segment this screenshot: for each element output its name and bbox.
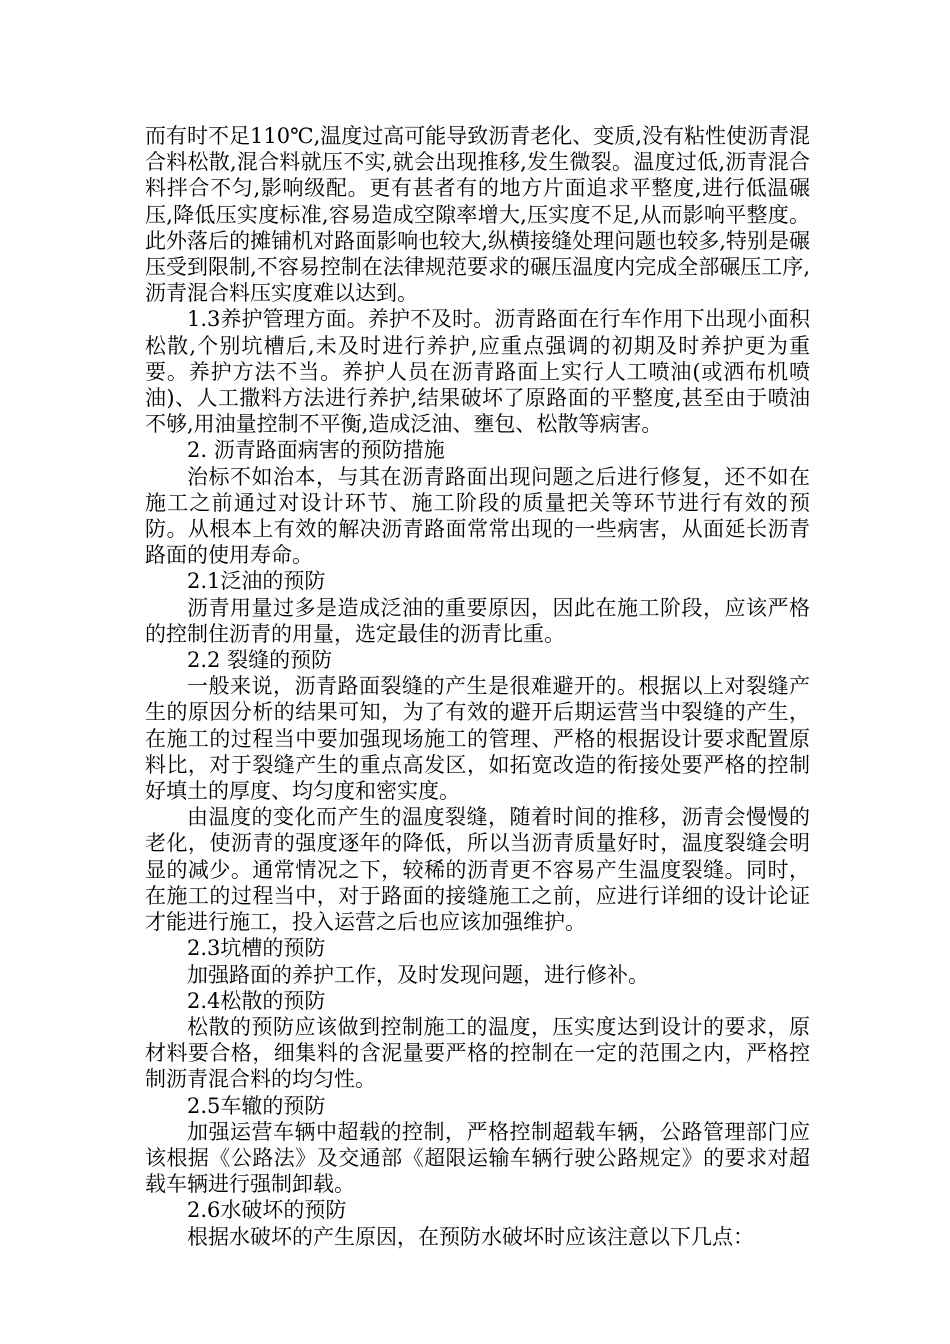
- paragraph: 根据水破坏的产生原因，在预防水破坏时应该注意以下几点：: [187, 1224, 754, 1249]
- document-body: [145, 123, 810, 1250]
- paragraph: 由温度的变化而产生的温度裂缝，随着时间的推移，沥青会慢慢的老化，使沥青的强度逐年的降低，所以当沥青质量好时，温度裂缝会明显的减少。通常情况之下，较稀的沥青更不容易产生温度裂缝。同时，在施工的过程当中，对于路面的接缝施工之前，应进行详细的设计论证才能进行施工，投入运营之后也应该加强维护。: [145, 805, 810, 935]
- section-heading: 2.2 裂缝的预防: [187, 648, 333, 673]
- paragraph: 治标不如治本，与其在沥青路面出现问题之后进行修复，还不如在施工之前通过对设计环节、施工阶段的质量把关等环节进行有效的预防。从根本上有效的解决沥青路面常常出现的一些病害，从面延长沥青路面的使用寿命。: [145, 464, 810, 568]
- paragraph: 而有时不足110℃,温度过高可能导致沥青老化、变质,没有粘性使沥青混合料松散,混合料就压不实,就会出现推移,发生微裂。温度过低,沥青混合料拌合不匀,影响级配。更有甚者有的地方片面追求平整度,进行低温碾压,降低压实度标准,容易造成空隙率增大,压实度不足,从而影响平整度。此外落后的摊铺机对路面影响也较大,纵横接缝处理问题也较多,特别是碾压受到限制,不容易控制在法律规范要求的碾压温度内完成全部碾压工序,沥青混合料压实度难以达到。: [145, 124, 810, 306]
- section-heading: 2.1泛油的预防: [187, 569, 326, 594]
- section-heading: 2.5车辙的预防: [187, 1093, 326, 1118]
- paragraph: 加强路面的养护工作，及时发现问题，进行修补。: [187, 962, 649, 987]
- section-heading: 2.3坑槽的预防: [187, 936, 326, 961]
- section-heading: 2.4松散的预防: [187, 988, 326, 1013]
- section-heading: 2. 沥青路面病害的预防措施: [187, 438, 445, 463]
- paragraph: 加强运营车辆中超载的控制，严格控制超载车辆，公路管理部门应该根据《公路法》及交通部《超限运输车辆行驶公路规定》的要求对超载车辆进行强制卸载。: [145, 1119, 810, 1197]
- paragraph: 沥青用量过多是造成泛油的重要原因，因此在施工阶段，应该严格的控制住沥青的用量，选定最佳的沥青比重。: [145, 595, 810, 646]
- paragraph: 松散的预防应该做到控制施工的温度，压实度达到设计的要求，原材料要合格，细集料的含泥量要严格的控制在一定的范围之内，严格控制沥青混合料的均匀性。: [145, 1014, 810, 1092]
- section-heading: 2.6水破坏的预防: [187, 1198, 347, 1223]
- paragraph: 1.3养护管理方面。养护不及时。沥青路面在行车作用下出现小面积松散,个别坑槽后,未及时进行养护,应重点强调的初期及时养护更为重要。养护方法不当。养护人员在沥青路面上实行人工喷油(或洒布机喷油)、人工撒料方法进行养护,结果破坏了原路面的平整度,甚至由于喷油不够,用油量控制不平衡,造成泛油、壅包、松散等病害。: [145, 307, 810, 437]
- paragraph: 一般来说，沥青路面裂缝的产生是很难避开的。根据以上对裂缝产生的原因分析的结果可知，为了有效的避开后期运营当中裂缝的产生，在施工的过程当中要加强现场施工的管理、严格的根据设计要求配置原料比，对于裂缝产生的重点高发区，如拓宽改造的衔接处要严格的控制好填土的厚度、均匀度和密实度。: [145, 674, 810, 804]
